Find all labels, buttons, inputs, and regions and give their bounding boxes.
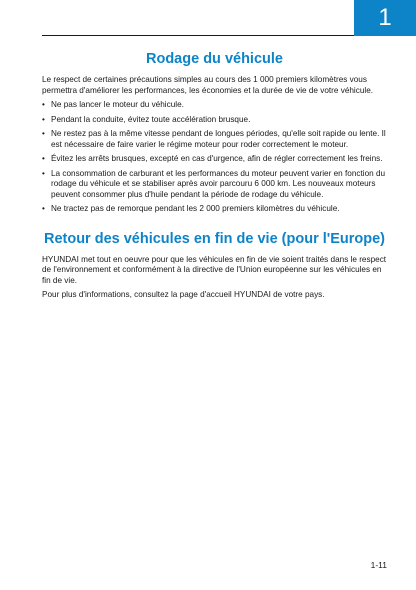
page-number: 1-11 — [370, 560, 387, 570]
section-intro-paragraph: Le respect de certaines précautions simples au cours des 1 000 premiers kilomètres vous permettra d'améliorer les performances, les économies et la durée de vie de votre véhicule. — [42, 75, 374, 95]
page-content — [42, 50, 387, 305]
break-in-bullet-list — [42, 100, 387, 215]
body-paragraph: HYUNDAI met tout en oeuvre pour que les véhicules en fin de vie soient traités dans le respect de l'environnement et conformément à la directive de l'Union européenne sur les véhicules en fin de vie. — [42, 254, 387, 285]
bullet-item: • Ne tractez pas de remorque pendant les 2 000 premiers kilomètres du véhicule. — [42, 204, 387, 215]
bullet-item: • La consommation de carburant et les performances du moteur peuvent varier en fonction du rodage du véhicule et se stabiliser après avoir parcouru 6 000 km. Les nouveaux moteurs peuvent consommer plus d'huile pendant la période de rodage du véhicule. — [42, 169, 387, 201]
section-title-break-in: Rodage du véhicule — [146, 51, 283, 67]
chapter-tab: 1 — [354, 0, 416, 36]
body-paragraph: Pour plus d'informations, consultez la page d'accueil HYUNDAI de votre pays. — [42, 290, 325, 299]
header-rule — [42, 35, 354, 36]
section-title-end-of-life: Retour des véhicules en fin de vie (pour l'Europe) — [43, 230, 386, 247]
bullet-item: • Pendant la conduite, évitez toute accélération brusque. — [42, 115, 387, 126]
bullet-item: • Ne pas lancer le moteur du véhicule. — [42, 100, 387, 111]
bullet-item: • Ne restez pas à la même vitesse pendant de longues périodes, qu'elle soit rapide ou lente. Il est nécessaire de faire varier le régime moteur pour roder correctement le moteur. — [42, 129, 387, 150]
bullet-item: • Évitez les arrêts brusques, excepté en cas d'urgence, afin de régler correctement les freins. — [42, 154, 387, 165]
